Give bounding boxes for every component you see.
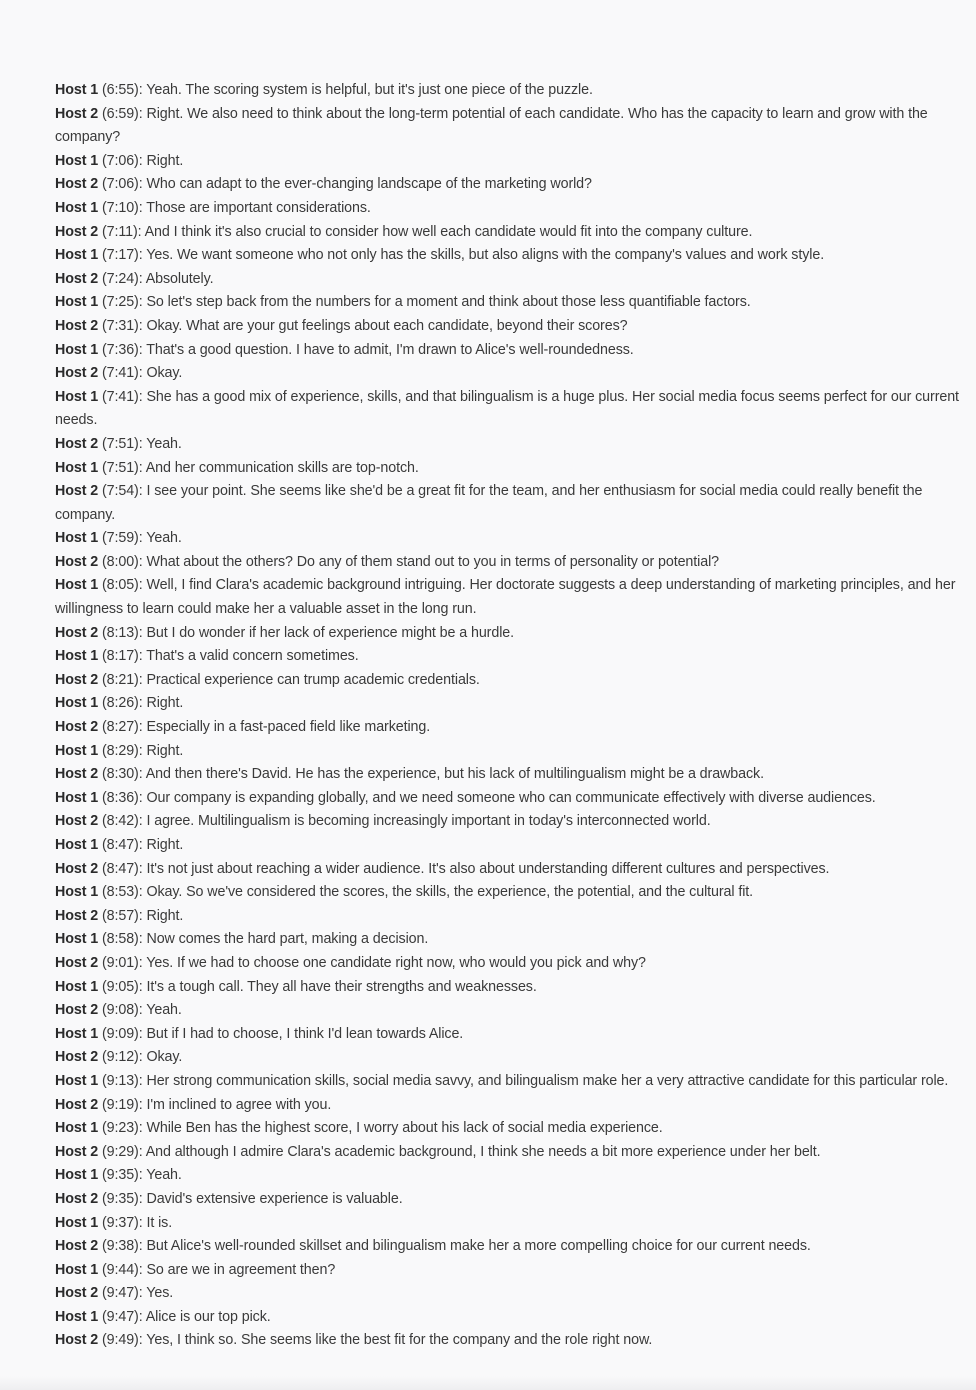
timestamp: (8:53) bbox=[101, 884, 139, 901]
timestamp: (8:42) bbox=[101, 813, 139, 830]
timestamp: (9:23) bbox=[101, 1120, 139, 1137]
utterance-text: Yeah. bbox=[146, 530, 182, 547]
utterance-text: Practical experience can trump academic credentials. bbox=[146, 671, 480, 688]
timestamp: (7:36) bbox=[101, 341, 139, 358]
utterance-text: Right. We also need to think about the long-term potential of each candidate. Who has the capacity to learn and grow with the company? bbox=[55, 105, 928, 146]
timestamp: (8:29) bbox=[101, 742, 139, 759]
utterance-text: Right. bbox=[146, 695, 184, 712]
timestamp: (6:59) bbox=[101, 105, 139, 122]
transcript-line: Host 1 (9:23): While Ben has the highest score, I worry about his lack of social media experience. bbox=[55, 1120, 663, 1137]
timestamp: (7:41) bbox=[101, 365, 139, 382]
utterance-text: Who can adapt to the ever-changing landscape of the marketing world? bbox=[146, 176, 592, 193]
transcript-line: Host 1 (7:06): Right. bbox=[55, 152, 184, 169]
speaker-name: Host 2 bbox=[55, 624, 99, 641]
timestamp: (9:38) bbox=[101, 1238, 139, 1255]
speaker-name: Host 2 bbox=[55, 105, 99, 122]
timestamp: (8:13) bbox=[101, 624, 139, 641]
transcript-line: Host 2 (6:59): Right. We also need to think about the long-term potential of each candidate. Who has the capacity to learn and grow with the company? bbox=[55, 105, 928, 146]
transcript-line: Host 2 (9:19): I'm inclined to agree with you. bbox=[55, 1096, 332, 1113]
utterance-text: And I think it's also crucial to consider how well each candidate would fit into the company culture. bbox=[144, 223, 753, 240]
transcript-line: Host 2 (8:27): Especially in a fast-paced field like marketing. bbox=[55, 719, 431, 736]
utterance-text: Her strong communication skills, social media savvy, and bilingualism make her a very attractive candidate for this particular role. bbox=[146, 1072, 949, 1089]
transcript-line: Host 2 (7:11): And I think it's also crucial to consider how well each candidate would fit into the company culture. bbox=[55, 223, 753, 240]
transcript-line: Host 2 (8:42): I agree. Multilingualism is becoming increasingly important in today's interconnected world. bbox=[55, 813, 711, 830]
transcript-line: Host 1 (6:55): Yeah. The scoring system is helpful, but it's just one piece of the puzzle. bbox=[55, 82, 593, 98]
utterance-text: I see your point. She seems like she'd be a great fit for the team, and her enthusiasm for social media could really benefit the company. bbox=[55, 483, 923, 523]
timestamp: (9:35) bbox=[101, 1167, 139, 1184]
utterance-text: Yeah. The scoring system is helpful, but it's just one piece of the puzzle. bbox=[146, 82, 593, 98]
speaker-name: Host 2 bbox=[55, 1238, 99, 1255]
utterance-text: That's a good question. I have to admit, I'm drawn to Alice's well-roundedness. bbox=[146, 341, 634, 358]
utterance-text: That's a valid concern sometimes. bbox=[146, 648, 359, 665]
speaker-name: Host 2 bbox=[55, 483, 99, 500]
utterance-text: Okay. So we've considered the scores, the skills, the experience, the potential, and the cultural fit. bbox=[146, 884, 754, 901]
transcript-line: Host 2 (7:24): Absolutely. bbox=[55, 270, 214, 287]
speaker-name: Host 2 bbox=[55, 719, 99, 736]
speaker-name: Host 2 bbox=[55, 954, 99, 971]
timestamp: (7:51) bbox=[101, 459, 139, 476]
speaker-name: Host 2 bbox=[55, 907, 99, 924]
speaker-name: Host 2 bbox=[55, 223, 99, 240]
speaker-name: Host 2 bbox=[55, 317, 99, 334]
transcript-line: Host 1 (8:47): Right. bbox=[55, 837, 184, 853]
speaker-name: Host 1 bbox=[55, 577, 99, 594]
timestamp: (7:25) bbox=[101, 294, 139, 311]
speaker-name: Host 2 bbox=[55, 766, 99, 783]
transcript-line: Host 1 (7:59): Yeah. bbox=[55, 530, 182, 547]
timestamp: (8:05) bbox=[101, 577, 139, 594]
utterance-text: Yes. bbox=[146, 1285, 174, 1302]
transcript-line: Host 1 (9:47): Alice is our top pick. bbox=[55, 1308, 271, 1325]
speaker-name: Host 1 bbox=[55, 742, 99, 759]
transcript-line: Host 2 (8:21): Practical experience can trump academic credentials. bbox=[55, 671, 480, 688]
utterance-text: Yeah. bbox=[146, 1002, 182, 1019]
transcript-line: Host 2 (9:38): But Alice's well-rounded skillset and bilingualism make her a more compelling choice for our current needs. bbox=[55, 1238, 811, 1255]
timestamp: (9:47) bbox=[101, 1308, 139, 1325]
utterance-text: What about the others? Do any of them stand out to you in terms of personality or potential? bbox=[146, 553, 720, 570]
timestamp: (7:59) bbox=[101, 530, 139, 547]
speaker-name: Host 1 bbox=[55, 530, 99, 547]
timestamp: (8:58) bbox=[101, 931, 139, 948]
speaker-name: Host 1 bbox=[55, 82, 99, 98]
utterance-text: Okay. bbox=[146, 1049, 183, 1066]
transcript-line: Host 2 (9:49): Yes, I think so. She seems like the best fit for the company and the role right now. bbox=[55, 1332, 653, 1349]
utterance-text: But I do wonder if her lack of experience might be a hurdle. bbox=[146, 624, 514, 641]
speaker-name: Host 1 bbox=[55, 978, 99, 995]
timestamp: (9:49) bbox=[101, 1332, 139, 1349]
transcript-line: Host 1 (8:36): Our company is expanding globally, and we need someone who can communicate effectively with diverse audiences. bbox=[55, 789, 876, 806]
speaker-name: Host 1 bbox=[55, 247, 99, 264]
utterance-text: It's a tough call. They all have their strengths and weaknesses. bbox=[146, 978, 537, 995]
speaker-name: Host 1 bbox=[55, 1261, 99, 1278]
timestamp: (7:54) bbox=[101, 483, 139, 500]
timestamp: (7:10) bbox=[101, 199, 139, 216]
transcript-line: Host 1 (7:51): And her communication skills are top-notch. bbox=[55, 459, 419, 476]
speaker-name: Host 2 bbox=[55, 671, 99, 688]
utterance-text: Especially in a fast-paced field like marketing. bbox=[146, 719, 431, 736]
transcript-line: Host 1 (7:25): So let's step back from the numbers for a moment and think about those less quantifiable factors. bbox=[55, 294, 751, 311]
transcript-line: Host 2 (9:08): Yeah. bbox=[55, 1002, 182, 1019]
utterance-text: And although I admire Clara's academic background, I think she needs a bit more experience under her belt. bbox=[145, 1143, 821, 1160]
speaker-name: Host 2 bbox=[55, 553, 99, 570]
transcript-line: Host 1 (9:09): But if I had to choose, I think I'd lean towards Alice. bbox=[55, 1025, 464, 1042]
timestamp: (9:47) bbox=[101, 1285, 139, 1302]
speaker-name: Host 2 bbox=[55, 1096, 99, 1113]
transcript-line: Host 2 (8:13): But I do wonder if her lack of experience might be a hurdle. bbox=[55, 624, 514, 641]
utterance-text: I'm inclined to agree with you. bbox=[146, 1096, 332, 1113]
transcript-line: Host 1 (8:29): Right. bbox=[55, 742, 184, 759]
timestamp: (8:26) bbox=[101, 695, 139, 712]
timestamp: (7:51) bbox=[101, 435, 139, 452]
speaker-name: Host 1 bbox=[55, 695, 99, 712]
utterance-text: Okay. What are your gut feelings about each candidate, beyond their scores? bbox=[146, 317, 628, 334]
speaker-name: Host 2 bbox=[55, 1049, 99, 1066]
speaker-name: Host 1 bbox=[55, 459, 99, 476]
speaker-name: Host 2 bbox=[55, 813, 99, 830]
speaker-name: Host 1 bbox=[55, 294, 99, 311]
timestamp: (9:13) bbox=[101, 1072, 139, 1089]
timestamp: (7:31) bbox=[101, 317, 139, 334]
speaker-name: Host 2 bbox=[55, 365, 99, 382]
transcript-line: Host 1 (7:17): Yes. We want someone who not only has the skills, but also aligns with the company's values and work style. bbox=[55, 247, 825, 264]
utterance-text: And then there's David. He has the experience, but his lack of multilingualism might be a drawback. bbox=[145, 766, 764, 783]
timestamp: (9:35) bbox=[101, 1190, 139, 1207]
utterance-text: Well, I find Clara's academic background intriguing. Her doctorate suggests a deep understanding of marketing principles, and her willingness to learn could make her a valuable asset in the long run. bbox=[55, 577, 956, 618]
transcript-line: Host 1 (9:05): It's a tough call. They all have their strengths and weaknesses. bbox=[55, 978, 537, 995]
timestamp: (7:41) bbox=[101, 388, 139, 405]
speaker-name: Host 1 bbox=[55, 837, 99, 853]
timestamp: (9:01) bbox=[101, 954, 139, 971]
transcript-line: Host 1 (7:41): She has a good mix of experience, skills, and that bilingualism is a huge plus. Her social media focus seems perfect for our current needs. bbox=[55, 388, 959, 429]
speaker-name: Host 2 bbox=[55, 1002, 99, 1019]
speaker-name: Host 1 bbox=[55, 1072, 99, 1089]
speaker-name: Host 1 bbox=[55, 341, 99, 358]
speaker-name: Host 2 bbox=[55, 1285, 99, 1302]
timestamp: (8:36) bbox=[101, 789, 139, 806]
transcript-line: Host 2 (8:57): Right. bbox=[55, 907, 184, 924]
speaker-name: Host 2 bbox=[55, 1332, 99, 1349]
transcript-line: Host 2 (7:06): Who can adapt to the ever-changing landscape of the marketing world? bbox=[55, 176, 592, 193]
transcript-line: Host 1 (8:17): That's a valid concern sometimes. bbox=[55, 648, 359, 665]
timestamp: (8:00) bbox=[101, 553, 139, 570]
utterance-text: It is. bbox=[146, 1214, 173, 1231]
utterance-text: But Alice's well-rounded skillset and bilingualism make her a more compelling choice for our current needs. bbox=[146, 1238, 811, 1255]
speaker-name: Host 2 bbox=[55, 1143, 99, 1160]
utterance-text: Yes. We want someone who not only has the skills, but also aligns with the company's values and work style. bbox=[146, 247, 825, 264]
utterance-text: So are we in agreement then? bbox=[146, 1261, 336, 1278]
utterance-text: While Ben has the highest score, I worry about his lack of social media experience. bbox=[146, 1120, 663, 1137]
utterance-text: I agree. Multilingualism is becoming increasingly important in today's interconnected world. bbox=[146, 813, 711, 830]
speaker-name: Host 1 bbox=[55, 199, 99, 216]
speaker-name: Host 1 bbox=[55, 1308, 99, 1325]
speaker-name: Host 1 bbox=[55, 1214, 99, 1231]
utterance-text: Yeah. bbox=[146, 435, 182, 452]
transcript-line: Host 2 (8:30): And then there's David. He has the experience, but his lack of multilingualism might be a drawback. bbox=[55, 766, 764, 783]
utterance-text: Yes, I think so. She seems like the best fit for the company and the role right now. bbox=[146, 1332, 653, 1349]
utterance-text: Absolutely. bbox=[145, 270, 214, 287]
timestamp: (9:08) bbox=[101, 1002, 139, 1019]
transcript-line: Host 2 (7:31): Okay. What are your gut feelings about each candidate, beyond their scores? bbox=[55, 317, 628, 334]
utterance-text: Yeah. bbox=[146, 1167, 182, 1184]
timestamp: (7:06) bbox=[101, 152, 139, 169]
utterance-text: Yes. If we had to choose one candidate right now, who would you pick and why? bbox=[146, 954, 646, 971]
speaker-name: Host 1 bbox=[55, 1025, 99, 1042]
utterance-text: Now comes the hard part, making a decision. bbox=[146, 931, 429, 948]
transcript-line: Host 2 (8:00): What about the others? Do any of them stand out to you in terms of personality or potential? bbox=[55, 553, 720, 570]
transcript-line: Host 1 (9:37): It is. bbox=[55, 1214, 173, 1231]
utterance-text: Right. bbox=[146, 837, 184, 853]
transcript-line: Host 1 (8:26): Right. bbox=[55, 695, 184, 712]
utterance-text: Those are important considerations. bbox=[146, 199, 371, 216]
utterance-text: She has a good mix of experience, skills, and that bilingualism is a huge plus. Her social media focus seems perfect for our current needs. bbox=[55, 388, 959, 429]
transcript-line: Host 2 (9:35): David's extensive experience is valuable. bbox=[55, 1190, 403, 1207]
transcript-line: Host 2 (8:47): It's not just about reaching a wider audience. It's also about understanding different cultures and perspectives. bbox=[55, 860, 830, 877]
utterance-text: It's not just about reaching a wider audience. It's also about understanding different cultures and perspectives. bbox=[146, 860, 830, 877]
speaker-name: Host 1 bbox=[55, 152, 99, 169]
speaker-name: Host 2 bbox=[55, 270, 99, 287]
speaker-name: Host 1 bbox=[55, 884, 99, 901]
speaker-name: Host 1 bbox=[55, 1120, 99, 1137]
timestamp: (7:06) bbox=[101, 176, 139, 193]
timestamp: (9:29) bbox=[101, 1143, 139, 1160]
timestamp: (8:47) bbox=[101, 860, 139, 877]
speaker-name: Host 1 bbox=[55, 648, 99, 665]
utterance-text: Our company is expanding globally, and we need someone who can communicate effectively with diverse audiences. bbox=[146, 789, 876, 806]
transcript-line: Host 2 (9:01): Yes. If we had to choose one candidate right now, who would you pick and why? bbox=[55, 954, 646, 971]
transcript-line: Host 2 (7:54): I see your point. She seems like she'd be a great fit for the team, and her enthusiasm for social media could really benefit the company. bbox=[55, 483, 923, 523]
transcript-line: Host 1 (9:44): So are we in agreement then? bbox=[55, 1261, 336, 1278]
speaker-name: Host 2 bbox=[55, 860, 99, 877]
transcript bbox=[55, 79, 963, 1353]
timestamp: (8:17) bbox=[101, 648, 139, 665]
speaker-name: Host 2 bbox=[55, 1190, 99, 1207]
transcript-line: Host 2 (9:47): Yes. bbox=[55, 1285, 174, 1302]
timestamp: (8:57) bbox=[101, 907, 139, 924]
timestamp: (9:05) bbox=[101, 978, 139, 995]
speaker-name: Host 1 bbox=[55, 931, 99, 948]
speaker-name: Host 1 bbox=[55, 388, 99, 405]
timestamp: (8:27) bbox=[101, 719, 139, 736]
speaker-name: Host 1 bbox=[55, 789, 99, 806]
utterance-text: So let's step back from the numbers for a moment and think about those less quantifiable factors. bbox=[146, 294, 751, 311]
utterance-text: Right. bbox=[146, 907, 184, 924]
transcript-line: Host 1 (7:36): That's a good question. I have to admit, I'm drawn to Alice's well-roundedness. bbox=[55, 341, 634, 358]
bottom-edge bbox=[0, 1376, 976, 1390]
transcript-line: Host 1 (8:58): Now comes the hard part, making a decision. bbox=[55, 931, 429, 948]
transcript-line: Host 1 (7:10): Those are important considerations. bbox=[55, 199, 371, 216]
speaker-name: Host 2 bbox=[55, 176, 99, 193]
utterance-text: Right. bbox=[146, 742, 184, 759]
timestamp: (8:30) bbox=[101, 766, 139, 783]
utterance-text: Right. bbox=[146, 152, 184, 169]
timestamp: (9:37) bbox=[101, 1214, 139, 1231]
transcript-line: Host 1 (8:53): Okay. So we've considered the scores, the skills, the experience, the potential, and the cultural fit. bbox=[55, 884, 754, 901]
timestamp: (8:21) bbox=[101, 671, 139, 688]
utterance-text: David's extensive experience is valuable. bbox=[146, 1190, 403, 1207]
transcript-line: Host 2 (7:51): Yeah. bbox=[55, 435, 182, 452]
utterance-text: Okay. bbox=[146, 365, 183, 382]
timestamp: (9:44) bbox=[101, 1261, 139, 1278]
timestamp: (8:47) bbox=[101, 837, 139, 853]
timestamp: (9:12) bbox=[101, 1049, 139, 1066]
transcript-line: Host 1 (8:05): Well, I find Clara's academic background intriguing. Her doctorate suggests a deep understanding of marketing principles, and her willingness to learn could make her a valuable asset in the long run. bbox=[55, 577, 956, 618]
timestamp: (7:11) bbox=[101, 223, 138, 240]
utterance-text: Alice is our top pick. bbox=[145, 1308, 271, 1325]
speaker-name: Host 2 bbox=[55, 435, 99, 452]
timestamp: (6:55) bbox=[101, 82, 139, 98]
utterance-text: And her communication skills are top-notch. bbox=[145, 459, 419, 476]
timestamp: (9:09) bbox=[101, 1025, 139, 1042]
timestamp: (9:19) bbox=[101, 1096, 139, 1113]
utterance-text: But if I had to choose, I think I'd lean towards Alice. bbox=[146, 1025, 464, 1042]
transcript-line: Host 2 (9:29): And although I admire Clara's academic background, I think she needs a bit more experience under her belt. bbox=[55, 1143, 821, 1160]
speaker-name: Host 1 bbox=[55, 1167, 99, 1184]
transcript-line: Host 2 (9:12): Okay. bbox=[55, 1049, 183, 1066]
transcript-line: Host 1 (9:13): Her strong communication skills, social media savvy, and bilingualism make her a very attractive candidate for this particular role. bbox=[55, 1072, 949, 1089]
timestamp: (7:24) bbox=[101, 270, 139, 287]
transcript-line: Host 2 (7:41): Okay. bbox=[55, 365, 183, 382]
timestamp: (7:17) bbox=[101, 247, 139, 264]
transcript-line: Host 1 (9:35): Yeah. bbox=[55, 1167, 182, 1184]
